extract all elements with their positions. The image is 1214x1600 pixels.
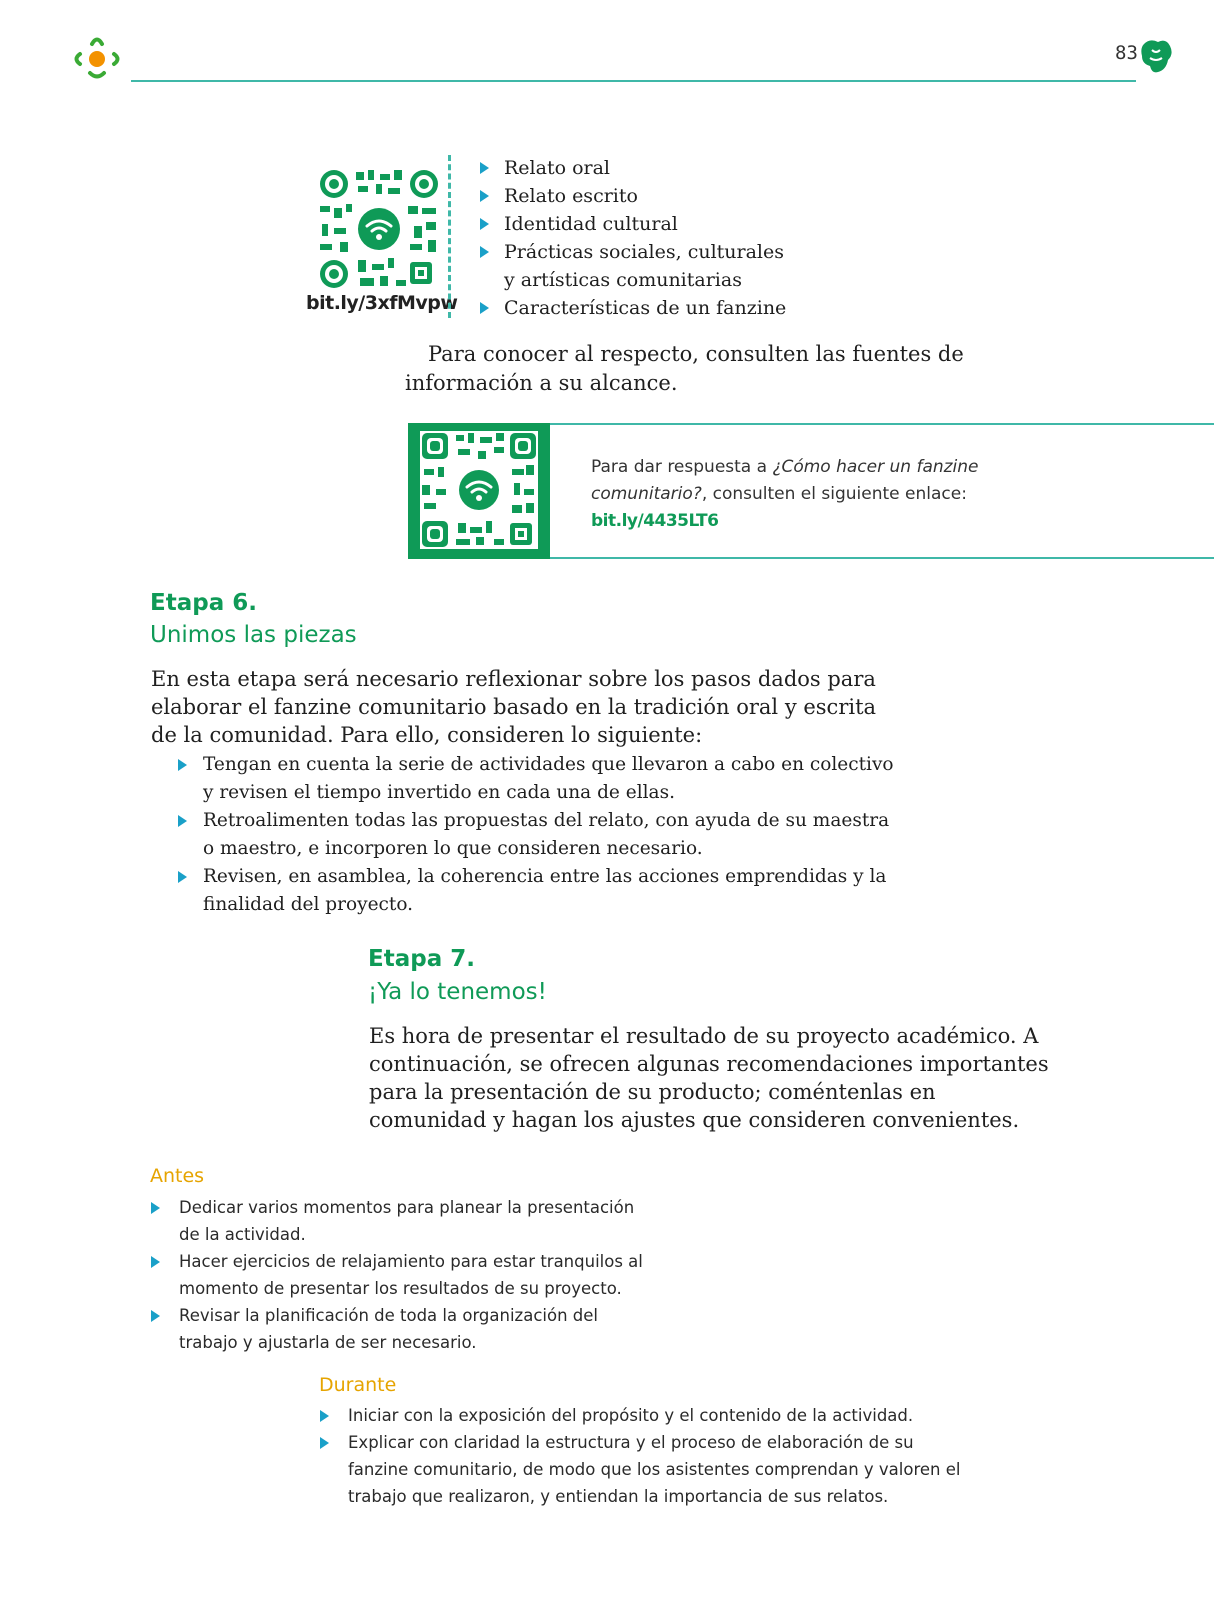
qr-instructions: Para dar respuesta a ¿Cómo hacer un fanzine comunitario?, consulten el siguiente enlace: bit.ly/4435LT6 — [591, 454, 979, 535]
header-divider — [131, 80, 1136, 82]
list-item: Hacer ejercicios de relajamiento para estar tranquilos al momento de presentar los resultados de su proyecto. — [151, 1248, 643, 1302]
list-item: y artísticas comunitarias — [504, 269, 742, 291]
stage6-paragraph: En esta etapa será necesario reflexionar sobre los pasos dados para elaborar el fanzine comunitario basado en la tradición oral y escrita de la comunidad. Para ello, consideren lo siguiente: — [151, 667, 877, 747]
list-item: Revisar la planificación de toda la organización del trabajo y ajustarla de ser necesario. — [151, 1302, 643, 1356]
list-item: Tengan en cuenta la serie de actividades que llevaron a cabo en colectivo y revisen el tiempo invertido en cada una de ellas. — [178, 751, 894, 807]
list-item: Prácticas sociales, culturales — [480, 238, 786, 266]
durante-list — [320, 1402, 960, 1510]
stage6-list — [178, 751, 894, 919]
qr-link-text[interactable]: bit.ly/3xfMvpw — [306, 292, 458, 314]
stage6-title: Etapa 6. — [150, 590, 257, 616]
list-item: Relato oral — [480, 154, 786, 182]
list-item: Retroalimenten todas las propuestas del relato, con ayuda de su maestra o maestro, e incorporen lo que consideren necesario. — [178, 807, 894, 863]
qr-code-icon — [318, 168, 440, 290]
list-item: Explicar con claridad la estructura y el proceso de elaboración de su fanzine comunitario, de modo que los asistentes comprendan y valoren el trabajo que realizaron, y entiendan la importancia de sus relatos. — [320, 1429, 960, 1510]
qr-divider — [448, 155, 451, 318]
series-logo-icon — [70, 32, 126, 84]
glyph-decoration-icon — [1140, 38, 1174, 74]
topics-list — [480, 154, 786, 322]
stage6-subtitle: Unimos las piezas — [150, 622, 357, 648]
list-item: Características de un fanzine — [480, 294, 786, 322]
qr-code-icon — [408, 423, 550, 559]
list-item: Dedicar varios momentos para planear la presentación de la actividad. — [151, 1194, 643, 1248]
durante-heading: Durante — [319, 1374, 397, 1396]
antes-list — [151, 1194, 643, 1356]
stage7-subtitle: ¡Ya lo tenemos! — [368, 979, 547, 1005]
page-number: 83 — [1115, 42, 1138, 64]
qr-link-text[interactable]: bit.ly/4435LT6 — [591, 511, 719, 531]
list-item: Identidad cultural — [480, 210, 786, 238]
intro-paragraph: Para conocer al respecto, consulten las fuentes de información a su alcance. — [405, 342, 964, 395]
antes-heading: Antes — [150, 1165, 205, 1187]
list-item: Iniciar con la exposición del propósito y el contenido de la actividad. — [320, 1402, 960, 1429]
list-item: Relato escrito — [480, 182, 786, 210]
list-item: Revisen, en asamblea, la coherencia entre las acciones emprendidas y la finalidad del proyecto. — [178, 863, 894, 919]
stage7-title: Etapa 7. — [368, 946, 475, 972]
stage7-paragraph: Es hora de presentar el resultado de su proyecto académico. A continuación, se ofrecen algunas recomendaciones importantes para la presentación de su producto; coméntenlas en comunidad y hagan los ajustes que consideren convenientes. — [369, 1024, 1049, 1132]
